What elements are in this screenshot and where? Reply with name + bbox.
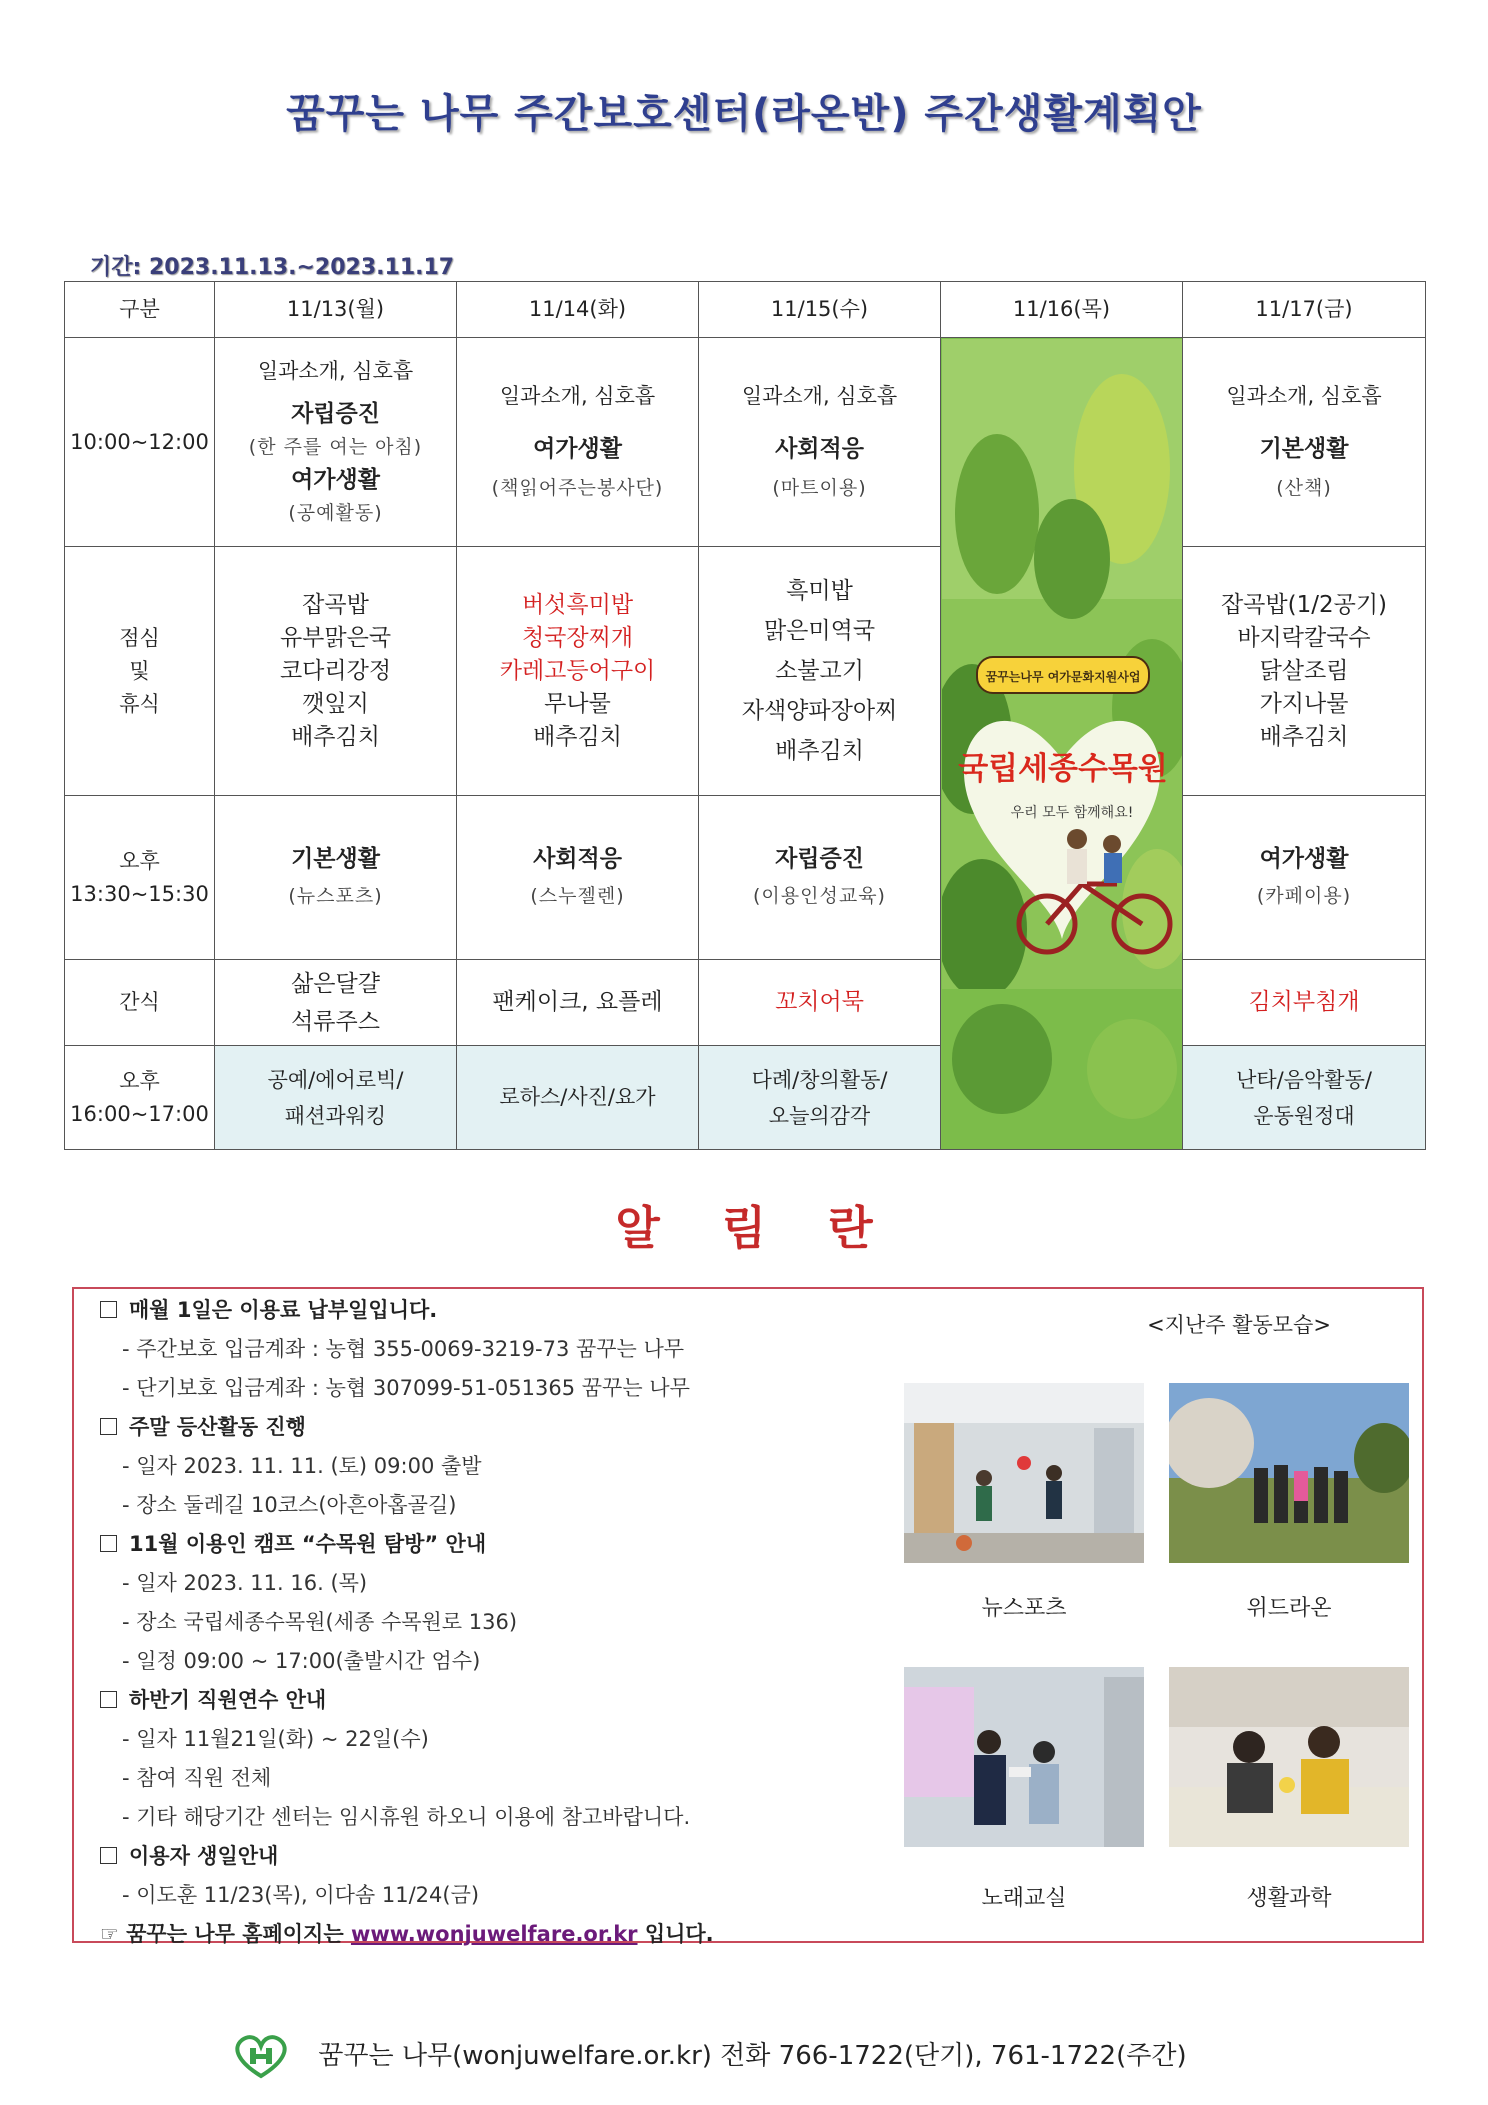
menu-item: 가지나물	[1259, 690, 1349, 717]
morning-mon-cell	[215, 338, 457, 547]
row-label-snack: 간식	[65, 960, 215, 1046]
activity-line: 다례/창의활동/	[751, 1067, 888, 1092]
afternoon-fri-cell	[1183, 796, 1426, 960]
menu-item-highlight: 카레고등어구이	[499, 657, 656, 684]
lunch-mon-cell	[215, 547, 457, 796]
menu-item: 무나물	[544, 690, 611, 717]
menu-item: 배추김치	[291, 723, 380, 750]
snack-tue-cell: 팬케이크, 요플레	[457, 960, 699, 1046]
table-row	[65, 960, 1426, 1046]
row-label-afternoon	[65, 796, 215, 960]
photo-singing-class	[904, 1667, 1144, 1847]
menu-item: 배추김치	[775, 738, 864, 764]
notice-detail: - 참여 직원 전체	[122, 1766, 272, 1790]
table-row	[65, 338, 1426, 547]
snack-wed-cell: 꼬치어묵	[699, 960, 941, 1046]
menu-item-highlight: 청국장찌개	[521, 624, 634, 651]
program-sub: (뉴스포츠)	[288, 884, 383, 907]
activity-line: 오늘의감각	[768, 1103, 871, 1128]
activity-line: 난타/음악활동/	[1236, 1067, 1372, 1092]
menu-item: 맑은미역국	[763, 618, 876, 644]
day-header: 11/15(수)	[699, 282, 941, 338]
gallery-title: <지난주 활동모습>	[1147, 1313, 1331, 1337]
program-sub: (산책)	[1276, 476, 1332, 499]
afternoon-mon-cell	[215, 796, 457, 960]
table-row	[65, 796, 1426, 960]
notice-detail: - 일자 2023. 11. 11. (토) 09:00 출발	[122, 1454, 482, 1478]
lunch-tue-cell	[457, 547, 699, 796]
notice-text: 하반기 직원연수 안내	[129, 1688, 327, 1712]
page-title: 꿈꾸는 나무 주간보호센터(라온반) 주간생활계획안	[286, 91, 1202, 137]
notice-item	[100, 1408, 920, 1447]
program-sub: (카페이용)	[1256, 884, 1352, 907]
morning-wed-cell	[699, 338, 941, 547]
notice-detail: - 일정 09:00 ~ 17:00(출발시간 엄수)	[122, 1649, 481, 1673]
banner-ribbon-text: 꿈꾸는나무 여가문화지원사업	[985, 669, 1140, 684]
program-sub: (한 주를 여는 아침)	[248, 435, 423, 458]
activity-line: 운동원정대	[1253, 1103, 1355, 1128]
program-sub: (공예활동)	[288, 501, 383, 524]
banner-title: 국립세종수목원	[957, 750, 1168, 787]
intro-text: 일과소개, 심호흡	[741, 383, 898, 408]
intro-text: 일과소개, 심호흡	[1226, 383, 1382, 408]
program-title: 사회적응	[533, 845, 622, 872]
footer-text: 꿈꾸는 나무(wonjuwelfare.or.kr) 전화 766-1722(단기), 761-1722(주간)	[318, 2041, 1187, 2071]
row-label-line: 휴식	[119, 691, 160, 716]
notice-box	[72, 1287, 1424, 1946]
morning-fri-cell	[1183, 338, 1426, 547]
program-title: 자립증진	[775, 845, 864, 872]
arboretum-banner	[941, 338, 1183, 1150]
table-header-row	[65, 282, 1426, 338]
photo-caption: 노래교실	[981, 1886, 1067, 1911]
homepage-line	[100, 1915, 920, 1954]
notice-list	[100, 1291, 920, 1954]
photo-life-science	[1169, 1667, 1409, 1847]
notice-item	[100, 1525, 920, 1564]
notice-text: 이용자 생일안내	[129, 1844, 279, 1868]
photo-caption: 위드라온	[1246, 1596, 1332, 1621]
morning-tue-cell	[457, 338, 699, 547]
row-label-line: 16:00~17:00	[70, 1101, 209, 1126]
notice-detail: - 이도훈 11/23(목), 이다솜 11/24(금)	[122, 1883, 480, 1907]
day-header: 11/16(목)	[941, 282, 1183, 338]
menu-item: 닭살조림	[1259, 657, 1349, 684]
late-mon-cell	[215, 1046, 457, 1150]
checkbox-icon	[100, 1847, 117, 1864]
singing-class-photo-icon	[904, 1667, 1144, 1847]
row-label-line: 점심	[119, 625, 160, 650]
banner-slogan: 우리 모두 함께해요!	[1010, 804, 1133, 821]
program-sub: (이용인성교육)	[753, 884, 886, 907]
checkbox-icon	[100, 1418, 117, 1435]
notice-item	[100, 1681, 920, 1720]
menu-item: 잡곡밥	[302, 591, 369, 618]
program-title: 여가생활	[1259, 845, 1349, 872]
outdoor-group-photo-icon	[1169, 1383, 1409, 1563]
snack-fri-cell: 김치부침개	[1183, 960, 1426, 1046]
menu-item: 코다리강정	[279, 657, 392, 684]
footer	[230, 2031, 1187, 2081]
notice-text: 주말 등산활동 진행	[129, 1415, 306, 1439]
intro-text: 일과소개, 심호흡	[257, 358, 414, 383]
lunch-fri-cell	[1183, 547, 1426, 796]
corner-cell: 구분	[65, 282, 215, 338]
afternoon-wed-cell	[699, 796, 941, 960]
notice-detail: - 주간보호 입금계좌 : 농협 355-0069-3219-73 꿈꾸는 나무	[122, 1337, 685, 1361]
homepage-suffix: 입니다.	[644, 1922, 714, 1946]
snack-item: 석류주스	[291, 1008, 380, 1035]
menu-item-highlight: 버섯흑미밥	[521, 591, 634, 618]
day-header: 11/17(금)	[1183, 282, 1426, 338]
notice-detail: - 일자 2023. 11. 16. (목)	[122, 1571, 368, 1595]
late-fri-cell	[1183, 1046, 1426, 1150]
gym-activity-photo-icon	[904, 1383, 1144, 1563]
program-title: 자립증진	[291, 400, 380, 427]
row-label-line: 오후	[119, 848, 160, 873]
menu-item: 흑미밥	[786, 578, 853, 604]
checkbox-icon	[100, 1691, 117, 1708]
day-header: 11/14(화)	[457, 282, 699, 338]
photo-newsports	[904, 1383, 1144, 1563]
menu-item: 바지락칼국수	[1237, 624, 1371, 651]
homepage-link[interactable]: www.wonjuwelfare.or.kr	[350, 1922, 638, 1946]
weekly-schedule-table	[64, 281, 1426, 1150]
program-sub: (마트이용)	[772, 476, 867, 499]
row-label-late	[65, 1046, 215, 1150]
period-label: 기간: 2023.11.13.~2023.11.17	[90, 255, 455, 280]
arboretum-illustration	[942, 339, 1182, 1149]
program-sub: (스누젤렌)	[530, 884, 625, 907]
homepage-prefix: ☞ 꿈꾸는 나무 홈페이지는	[100, 1922, 344, 1946]
program-title: 기본생활	[291, 845, 380, 872]
checkbox-icon	[100, 1301, 117, 1318]
row-label-line: 13:30~15:30	[70, 881, 209, 906]
snack-mon-cell	[215, 960, 457, 1046]
menu-item: 잡곡밥(1/2공기)	[1220, 591, 1388, 618]
menu-item: 자색양파장아찌	[741, 698, 898, 724]
table-row	[65, 547, 1426, 796]
notice-detail: - 일자 11월21일(화) ~ 22일(수)	[122, 1727, 429, 1751]
menu-item: 유부맑은국	[279, 624, 392, 651]
notice-detail: - 기타 해당기간 센터는 임시휴원 하오니 이용에 참고바랍니다.	[122, 1805, 691, 1829]
notice-detail: - 단기보호 입금계좌 : 농협 307099-51-051365 꿈꾸는 나무	[122, 1376, 690, 1400]
menu-item: 소불고기	[775, 658, 864, 684]
notice-item	[100, 1837, 920, 1876]
menu-item: 배추김치	[1259, 723, 1349, 750]
checkbox-icon	[100, 1535, 117, 1552]
program-title: 여가생활	[533, 435, 622, 462]
afternoon-tue-cell	[457, 796, 699, 960]
late-tue-cell: 로하스/사진/요가	[457, 1046, 699, 1150]
notice-heading: 알림란	[615, 1201, 935, 1255]
day-header: 11/13(월)	[215, 282, 457, 338]
table-row	[65, 1046, 1426, 1150]
notice-item	[100, 1291, 920, 1330]
intro-text: 일과소개, 심호흡	[499, 383, 656, 408]
late-wed-cell	[699, 1046, 941, 1150]
program-sub: (책읽어주는봉사단)	[491, 476, 664, 499]
notice-text: 매월 1일은 이용료 납부일입니다.	[129, 1298, 438, 1322]
life-science-photo-icon	[1169, 1667, 1409, 1847]
photo-caption: 생활과학	[1246, 1886, 1332, 1911]
menu-item: 깻잎지	[302, 690, 369, 717]
activity-line: 공예/에어로빅/	[267, 1067, 404, 1092]
row-label-line: 및	[129, 658, 150, 683]
menu-item: 배추김치	[533, 723, 622, 750]
notice-detail: - 장소 국립세종수목원(세종 수목원로 136)	[122, 1610, 518, 1634]
tree-logo-icon	[230, 2034, 292, 2080]
row-label-line: 오후	[119, 1068, 160, 1093]
notice-text: 11월 이용인 캠프 “수목원 탐방” 안내	[129, 1532, 487, 1556]
snack-item: 삶은달걀	[291, 970, 380, 997]
lunch-wed-cell	[699, 547, 941, 796]
activity-line: 패션과워킹	[284, 1103, 387, 1128]
photo-caption: 뉴스포츠	[981, 1596, 1067, 1621]
program-title: 사회적응	[775, 435, 864, 462]
notice-detail: - 장소 둘레길 10코스(아흔아홉골길)	[122, 1493, 457, 1517]
row-label-lunch	[65, 547, 215, 796]
program-title: 여가생활	[291, 466, 380, 493]
photo-withraon	[1169, 1383, 1409, 1563]
program-title: 기본생활	[1259, 435, 1349, 462]
row-label-morning: 10:00~12:00	[65, 338, 215, 547]
